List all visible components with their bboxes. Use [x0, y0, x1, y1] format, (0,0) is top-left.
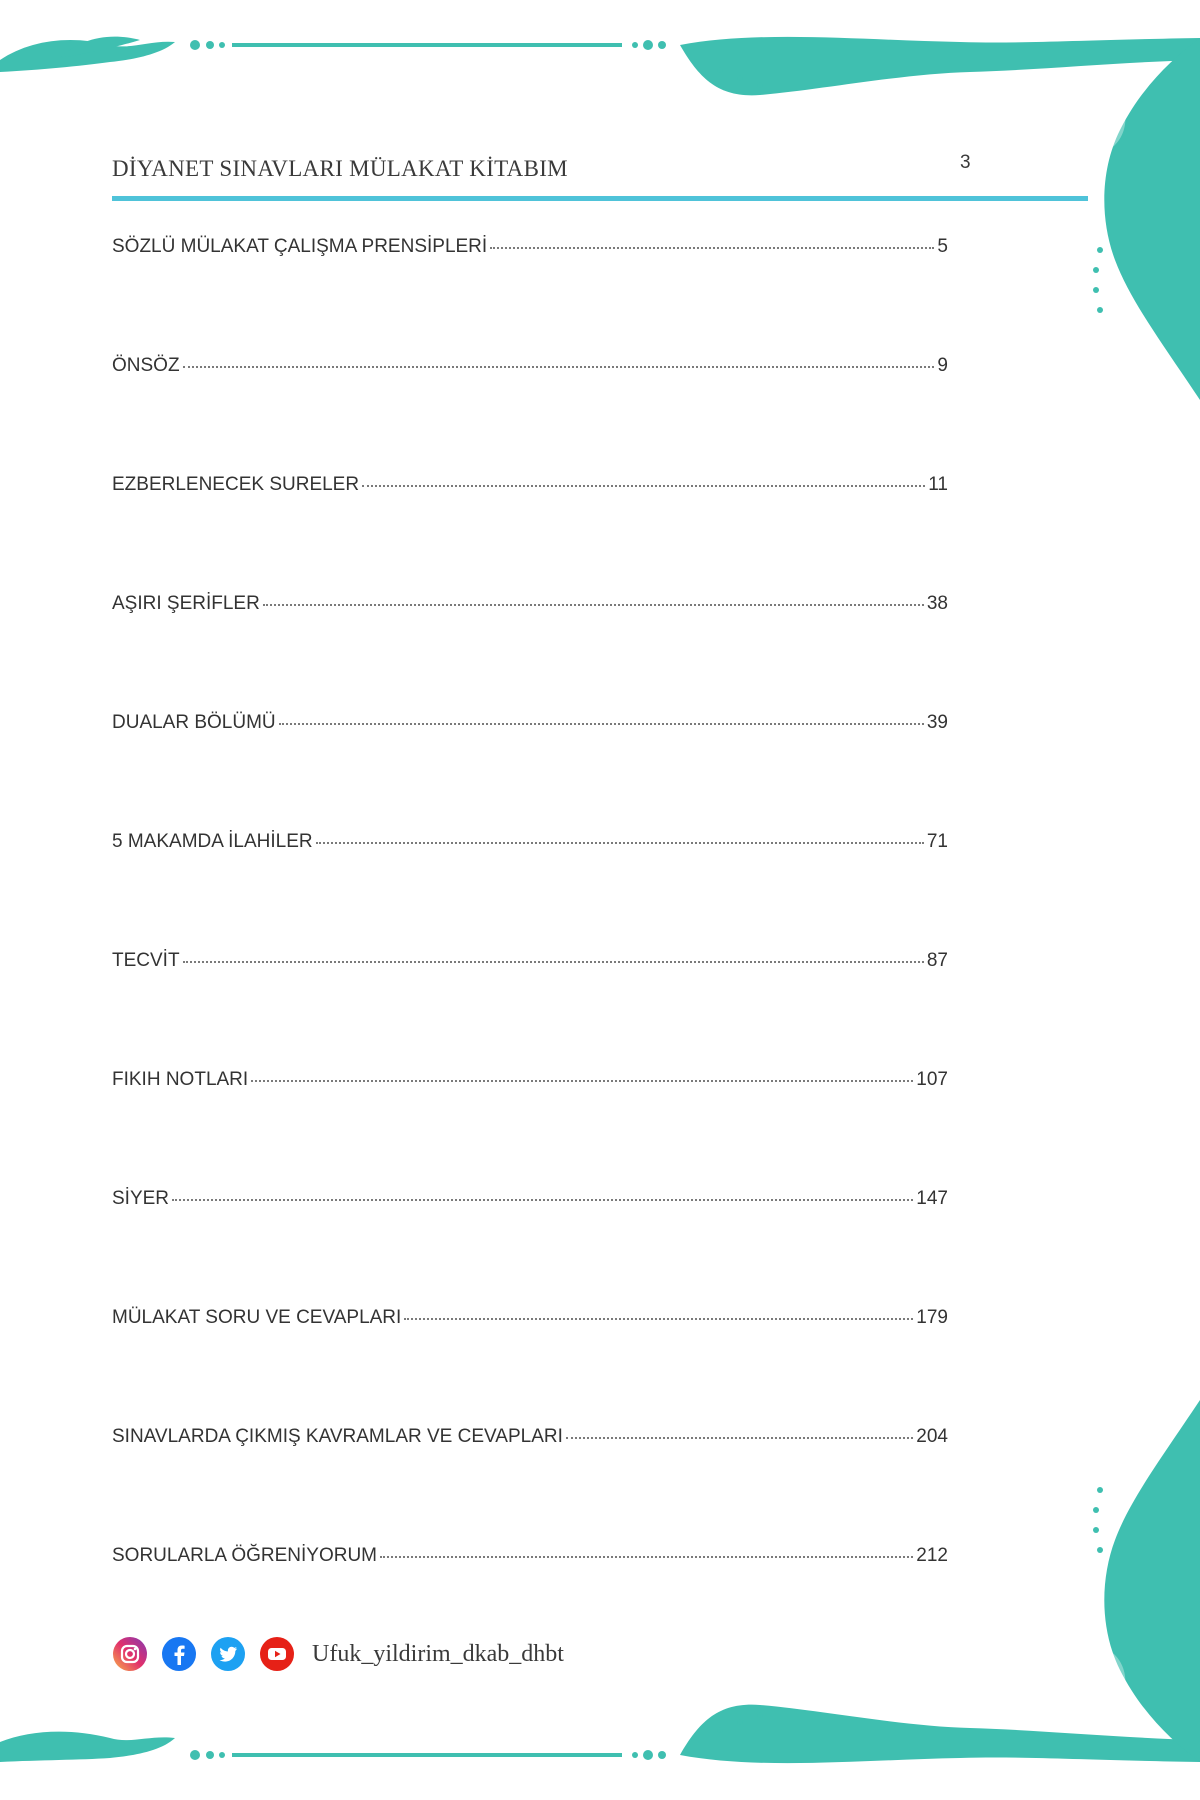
toc-dot-leader [183, 366, 935, 368]
toc-dot-leader [172, 1199, 913, 1201]
page-header [112, 148, 1088, 201]
toc-entry-label: TECVİT [112, 950, 180, 971]
toc-entry-page: 71 [926, 831, 948, 852]
social-handle[interactable]: Ufuk_yildirim_dkab_dhbt [312, 1640, 564, 1667]
toc-entry-label: AŞIRI ŞERİFLER [112, 593, 260, 614]
toc-entry[interactable] [112, 1307, 948, 1426]
toc-entry-label: ÖNSÖZ [112, 355, 180, 376]
page-number: 3 [960, 152, 971, 173]
toc-entry[interactable] [112, 593, 948, 712]
toc-entry-page: 5 [937, 236, 948, 257]
toc-dot-leader [362, 485, 925, 487]
toc-dot-leader [183, 961, 924, 963]
toc-dot-leader [490, 247, 934, 249]
toc-dot-leader [263, 604, 924, 606]
toc-entry[interactable] [112, 355, 948, 474]
toc-entry-page: 179 [916, 1307, 948, 1328]
toc-entry[interactable] [112, 1188, 948, 1307]
toc-entry[interactable] [112, 950, 948, 1069]
toc-entry-label: SINAVLARDA ÇIKMIŞ KAVRAMLAR VE CEVAPLARI [112, 1426, 563, 1447]
toc-entry-page: 107 [916, 1069, 948, 1090]
toc-dot-leader [279, 723, 924, 725]
toc-entry-page: 11 [928, 474, 948, 495]
table-of-contents [112, 236, 948, 1664]
book-title: DİYANET SINAVLARI MÜLAKAT KİTABIM [112, 156, 568, 181]
toc-entry[interactable] [112, 236, 948, 355]
facebook-icon[interactable] [161, 1636, 197, 1672]
toc-entry-page: 38 [926, 593, 948, 614]
toc-entry-label: 5 MAKAMDA İLAHİLER [112, 831, 313, 852]
toc-entry-label: FIKIH NOTLARI [112, 1069, 249, 1090]
toc-dot-leader [251, 1080, 913, 1082]
toc-dot-leader [380, 1556, 913, 1558]
toc-entry-page: 212 [916, 1545, 948, 1566]
toc-entry-page: 204 [916, 1426, 948, 1447]
toc-entry[interactable] [112, 831, 948, 950]
twitter-icon[interactable] [210, 1636, 246, 1672]
toc-entry-label: SÖZLÜ MÜLAKAT ÇALIŞMA PRENSİPLERİ [112, 236, 488, 257]
toc-dot-leader [404, 1318, 913, 1320]
social-links [112, 1634, 564, 1674]
toc-entry-label: SORULARLA ÖĞRENİYORUM [112, 1545, 377, 1566]
youtube-icon[interactable] [259, 1636, 295, 1672]
toc-entry[interactable] [112, 712, 948, 831]
toc-dot-leader [566, 1437, 913, 1439]
toc-entry-page: 39 [926, 712, 948, 733]
toc-entry[interactable] [112, 474, 948, 593]
toc-entry-label: EZBERLENECEK SURELER [112, 474, 360, 495]
toc-entry-label: DUALAR BÖLÜMÜ [112, 712, 276, 733]
toc-entry-page: 147 [916, 1188, 948, 1209]
toc-entry-page: 87 [926, 950, 948, 971]
toc-entry-label: MÜLAKAT SORU VE CEVAPLARI [112, 1307, 402, 1328]
toc-entry[interactable] [112, 1426, 948, 1545]
toc-entry-label: SİYER [112, 1188, 170, 1209]
toc-dot-leader [316, 842, 924, 844]
toc-entry-page: 9 [937, 355, 948, 376]
instagram-icon[interactable] [112, 1636, 148, 1672]
toc-entry[interactable] [112, 1069, 948, 1188]
